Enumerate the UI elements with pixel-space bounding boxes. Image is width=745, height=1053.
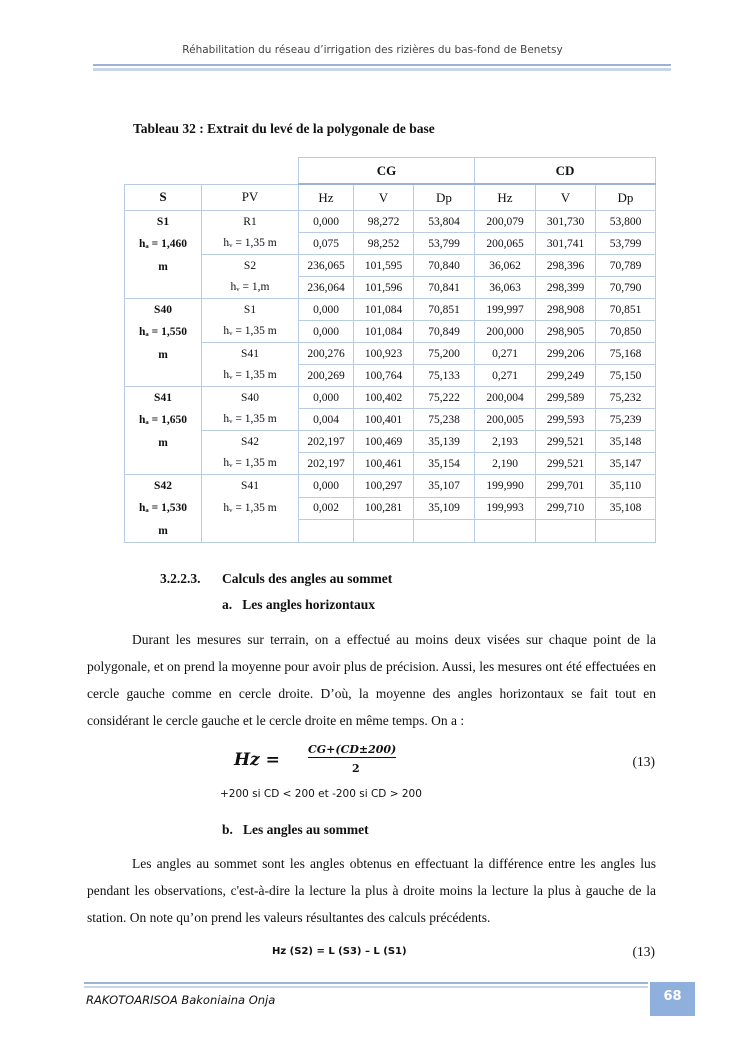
- station-ha: hₐ = 1,530: [139, 502, 187, 515]
- value-cell: 200,065: [475, 233, 536, 255]
- value-cell: 299,249: [536, 365, 596, 387]
- equation-vertex-number: (13): [632, 944, 655, 959]
- value-cell: 298,908: [536, 299, 596, 321]
- table-row: [125, 475, 656, 498]
- value-cell: 35,109: [414, 497, 475, 520]
- value-cell: 0,000: [299, 387, 354, 409]
- value-cell: 0,000: [299, 299, 354, 321]
- value-cell: 299,206: [536, 343, 596, 365]
- station-cell: [125, 387, 202, 475]
- value-cell: 299,521: [536, 453, 596, 475]
- value-cell: 35,108: [596, 497, 656, 520]
- value-cell: 75,238: [414, 409, 475, 431]
- value-cell: 101,595: [354, 255, 414, 277]
- footer-rule: [84, 982, 648, 984]
- value-cell: 36,062: [475, 255, 536, 277]
- table-row: [125, 233, 656, 255]
- value-cell: 100,401: [354, 409, 414, 431]
- value-cell: 100,281: [354, 497, 414, 520]
- value-cell: 70,789: [596, 255, 656, 277]
- paragraph-vertex-angles: Les angles au sommet sont les angles obtenus en effectuant la différence entre les angles lus pendant les observations, c'est-à-dire la lecture la plus à droite moins la lecture la plus à gauche de la station. On note qu’on prend les valeurs résultantes des calculs précédents.: [87, 856, 656, 925]
- value-cell: 299,593: [536, 409, 596, 431]
- value-cell: 202,197: [299, 431, 354, 453]
- target-height: hᵥ = 1,m: [202, 277, 299, 299]
- station-unit: m: [158, 436, 168, 449]
- value-cell: 0,271: [475, 365, 536, 387]
- equation-number: (13): [632, 754, 655, 769]
- target-height: hᵥ = 1,35 m: [202, 453, 299, 475]
- station-cell: [125, 475, 202, 543]
- value-cell: 100,923: [354, 343, 414, 365]
- value-cell: 0,075: [299, 233, 354, 255]
- footer-author: RAKOTOARISOA Bakoniaina Onja: [86, 993, 276, 1007]
- group-cg: CG: [299, 158, 475, 185]
- table-row: [125, 343, 656, 365]
- value-cell: 100,764: [354, 365, 414, 387]
- value-cell: 200,276: [299, 343, 354, 365]
- value-cell: 200,000: [475, 321, 536, 343]
- value-cell: 70,850: [596, 321, 656, 343]
- value-cell: 75,239: [596, 409, 656, 431]
- target-height: hᵥ = 1,35 m: [202, 233, 299, 255]
- station-ha: hₐ = 1,460: [139, 238, 187, 251]
- station-cell: [125, 299, 202, 387]
- table-row: [125, 453, 656, 475]
- section-number: 3.2.2.3.: [160, 571, 201, 586]
- station-s: S42: [154, 480, 172, 492]
- header-rule-secondary: [93, 68, 671, 71]
- column-header-row: [125, 184, 656, 211]
- value-cell: 35,147: [596, 453, 656, 475]
- value-cell: 299,521: [536, 431, 596, 453]
- value-cell: 35,107: [414, 475, 475, 498]
- value-cell: 0,004: [299, 409, 354, 431]
- sighted-point: R1: [202, 211, 299, 233]
- value-cell: 75,232: [596, 387, 656, 409]
- table-row: [125, 409, 656, 431]
- header-rule: [93, 64, 671, 66]
- value-cell: 298,396: [536, 255, 596, 277]
- table-row: [125, 497, 656, 520]
- subsection-a: a. Les angles horizontaux: [222, 597, 376, 612]
- value-cell: 301,730: [536, 211, 596, 233]
- table-row: [125, 299, 656, 321]
- value-cell: 101,084: [354, 299, 414, 321]
- value-cell: 35,154: [414, 453, 475, 475]
- target-height: hᵥ = 1,35 m: [202, 497, 299, 520]
- equation-vertex: Hz (S2) = L (S3) – L (S1): [272, 946, 407, 957]
- value-cell: 200,269: [299, 365, 354, 387]
- column-header: PV: [202, 184, 299, 211]
- column-header: Dp: [414, 184, 475, 211]
- value-cell: 200,005: [475, 409, 536, 431]
- value-cell: 101,084: [354, 321, 414, 343]
- sighted-point: S1: [202, 299, 299, 321]
- column-header: V: [354, 184, 414, 211]
- page-number: 68: [650, 982, 695, 1016]
- station-s: S1: [156, 216, 170, 228]
- value-cell: 75,150: [596, 365, 656, 387]
- running-header: Réhabilitation du réseau d’irrigation des rizières du bas-fond de Benetsy: [182, 44, 563, 56]
- target-height: hᵥ = 1,35 m: [202, 409, 299, 431]
- value-cell: 100,469: [354, 431, 414, 453]
- sighted-point: S2: [202, 255, 299, 277]
- value-cell: 70,840: [414, 255, 475, 277]
- sighted-point: S41: [202, 343, 299, 365]
- value-cell: 70,851: [596, 299, 656, 321]
- value-cell: 200,004: [475, 387, 536, 409]
- value-cell: 199,993: [475, 497, 536, 520]
- value-cell: 0,002: [299, 497, 354, 520]
- value-cell: 36,063: [475, 277, 536, 299]
- value-cell: 299,589: [536, 387, 596, 409]
- station-ha: hₐ = 1,650: [139, 414, 187, 427]
- paragraph-horizontal-angles: Durant les mesures sur terrain, on a effectué au moins deux visées sur chaque point de la polygonale, et on prend la moyenne pour avoir plus de précision. Aussi, les mesures ont été effectuées en cercle gauche comme en cercle droite. D’où, la moyenne des angles horizontaux se fait tout en considérant le cercle gauche et le cercle droite en même temps. On a :: [87, 632, 656, 728]
- value-cell: 2,190: [475, 453, 536, 475]
- value-cell: 202,197: [299, 453, 354, 475]
- value-cell: 298,905: [536, 321, 596, 343]
- table-row-spacer: [125, 520, 656, 543]
- table-row: [125, 255, 656, 277]
- value-cell: 0,000: [299, 321, 354, 343]
- station-unit: m: [158, 524, 168, 537]
- target-height: hᵥ = 1,35 m: [202, 321, 299, 343]
- table-row: [125, 387, 656, 409]
- station-unit: m: [158, 348, 168, 361]
- station-ha: hₐ = 1,550: [139, 326, 187, 339]
- value-cell: 301,741: [536, 233, 596, 255]
- value-cell: 100,297: [354, 475, 414, 498]
- column-header: S: [125, 184, 202, 211]
- value-cell: 35,110: [596, 475, 656, 498]
- target-height: hᵥ = 1,35 m: [202, 365, 299, 387]
- value-cell: 100,402: [354, 387, 414, 409]
- table-row: [125, 211, 656, 233]
- table-row: [125, 365, 656, 387]
- equation-condition: +200 si CD < 200 et -200 si CD > 200: [220, 788, 422, 800]
- sighted-point: S41: [202, 475, 299, 498]
- station-cell: [125, 211, 202, 299]
- station-unit: m: [158, 260, 168, 273]
- value-cell: 70,790: [596, 277, 656, 299]
- column-header: Hz: [299, 184, 354, 211]
- survey-table: [124, 157, 656, 543]
- value-cell: 53,799: [596, 233, 656, 255]
- value-cell: 236,064: [299, 277, 354, 299]
- value-cell: 0,000: [299, 211, 354, 233]
- group-cd: CD: [475, 158, 656, 185]
- value-cell: 0,000: [299, 475, 354, 498]
- value-cell: 70,851: [414, 299, 475, 321]
- table-row: [125, 321, 656, 343]
- value-cell: 200,079: [475, 211, 536, 233]
- column-header: Hz: [475, 184, 536, 211]
- value-cell: 2,193: [475, 431, 536, 453]
- value-cell: 75,200: [414, 343, 475, 365]
- station-s: S40: [154, 304, 172, 316]
- value-cell: 101,596: [354, 277, 414, 299]
- station-s: S41: [154, 392, 172, 404]
- value-cell: 299,710: [536, 497, 596, 520]
- value-cell: 70,841: [414, 277, 475, 299]
- value-cell: 70,849: [414, 321, 475, 343]
- equation-lhs: Hz =: [234, 750, 280, 770]
- value-cell: 35,148: [596, 431, 656, 453]
- group-header-row: [125, 158, 656, 185]
- value-cell: 199,997: [475, 299, 536, 321]
- value-cell: 75,222: [414, 387, 475, 409]
- table-row: [125, 277, 656, 299]
- table-row: [125, 431, 656, 453]
- column-header: V: [536, 184, 596, 211]
- value-cell: 53,799: [414, 233, 475, 255]
- subsection-b: b. Les angles au sommet: [222, 822, 369, 837]
- value-cell: 299,701: [536, 475, 596, 498]
- value-cell: 53,800: [596, 211, 656, 233]
- value-cell: 35,139: [414, 431, 475, 453]
- column-header: Dp: [596, 184, 656, 211]
- value-cell: 236,065: [299, 255, 354, 277]
- value-cell: 75,168: [596, 343, 656, 365]
- value-cell: 0,271: [475, 343, 536, 365]
- section-title: Calculs des angles au sommet: [222, 571, 393, 586]
- sighted-point: S42: [202, 431, 299, 453]
- value-cell: 98,252: [354, 233, 414, 255]
- value-cell: 98,272: [354, 211, 414, 233]
- table-caption: Tableau 32 : Extrait du levé de la polygonale de base: [133, 121, 435, 136]
- value-cell: 199,990: [475, 475, 536, 498]
- equation-denominator: 2: [352, 762, 360, 775]
- value-cell: 53,804: [414, 211, 475, 233]
- value-cell: 100,461: [354, 453, 414, 475]
- equation-numerator: CG+(CD±200): [308, 743, 397, 756]
- value-cell: 298,399: [536, 277, 596, 299]
- footer-rule-secondary: [84, 986, 648, 988]
- sighted-point: S40: [202, 387, 299, 409]
- value-cell: 75,133: [414, 365, 475, 387]
